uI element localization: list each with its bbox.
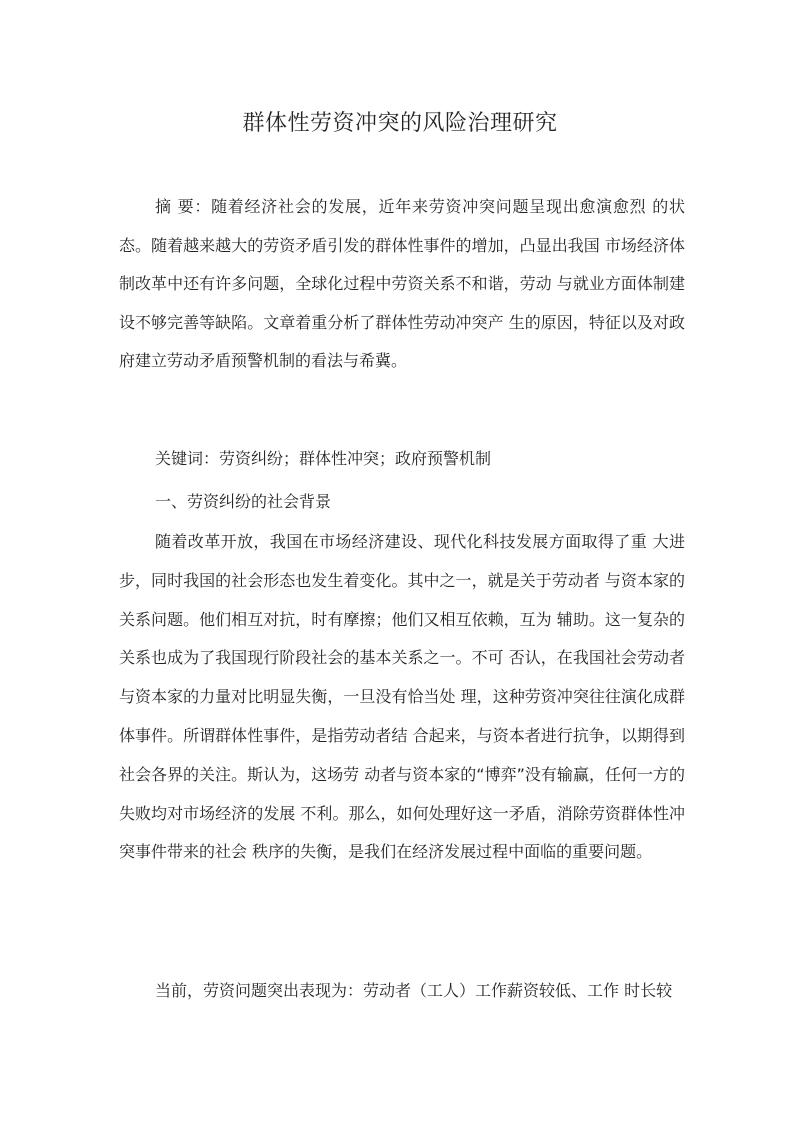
body-paragraph-continued: 当前，劳资问题突出表现为：劳动者（工人）工作薪资较低、工作 时长较 — [155, 981, 673, 1000]
document-title: 群体性劳资冲突的风险治理研究 — [242, 111, 558, 136]
body-paragraph: 随着改革开放，我国在市场经济建设、现代化科技发展方面取得了重 大进步，同时我国的社会形态也发生着变化。其中之一，就是关于劳动者 与资本家的关系问题。他们相互对抗，时有摩擦；他们又相互依赖，互为 辅助。这一复杂的关系也成为了我国现行阶段社会的基本关系之一。不可 否认，在我国社会劳动者与资本家的力量对比明显失衡，一旦没有恰当处 理，这种劳资冲突往往演化成群体事件。所谓群体性事件，是指劳动者结 合起来，与资本者进行抗争，以期得到社会各界的关注。斯认为，这场劳 动者与资本家的“博弈”没有输赢，任何一方的失败均对市场经济的发展 不利。那么，如何处理好这一矛盾，消除劳资群体性冲突事件带来的社会 秩序的失衡，是我们在经济发展过程中面临的重要问题。 — [119, 532, 685, 862]
keywords-line: 关键词：劳资纠纷；群体性冲突；政府预警机制 — [155, 449, 492, 468]
abstract-paragraph: 摘 要：随着经济社会的发展，近年来劳资冲突问题呈现出愈演愈烈 的状态。随着越来越大的劳资矛盾引发的群体性事件的增加，凸显出我国 市场经济体制改革中还有许多问题，全球化过程中劳资关系不和谐，劳动 与就业方面体制建设不够完善等缺陷。文章着重分析了群体性劳动冲突产 生的原因，特征以及对政府建立劳动矛盾预警机制的看法与希冀。 — [119, 197, 685, 370]
section-heading: 一、劳资纠纷的社会背景 — [155, 492, 332, 511]
